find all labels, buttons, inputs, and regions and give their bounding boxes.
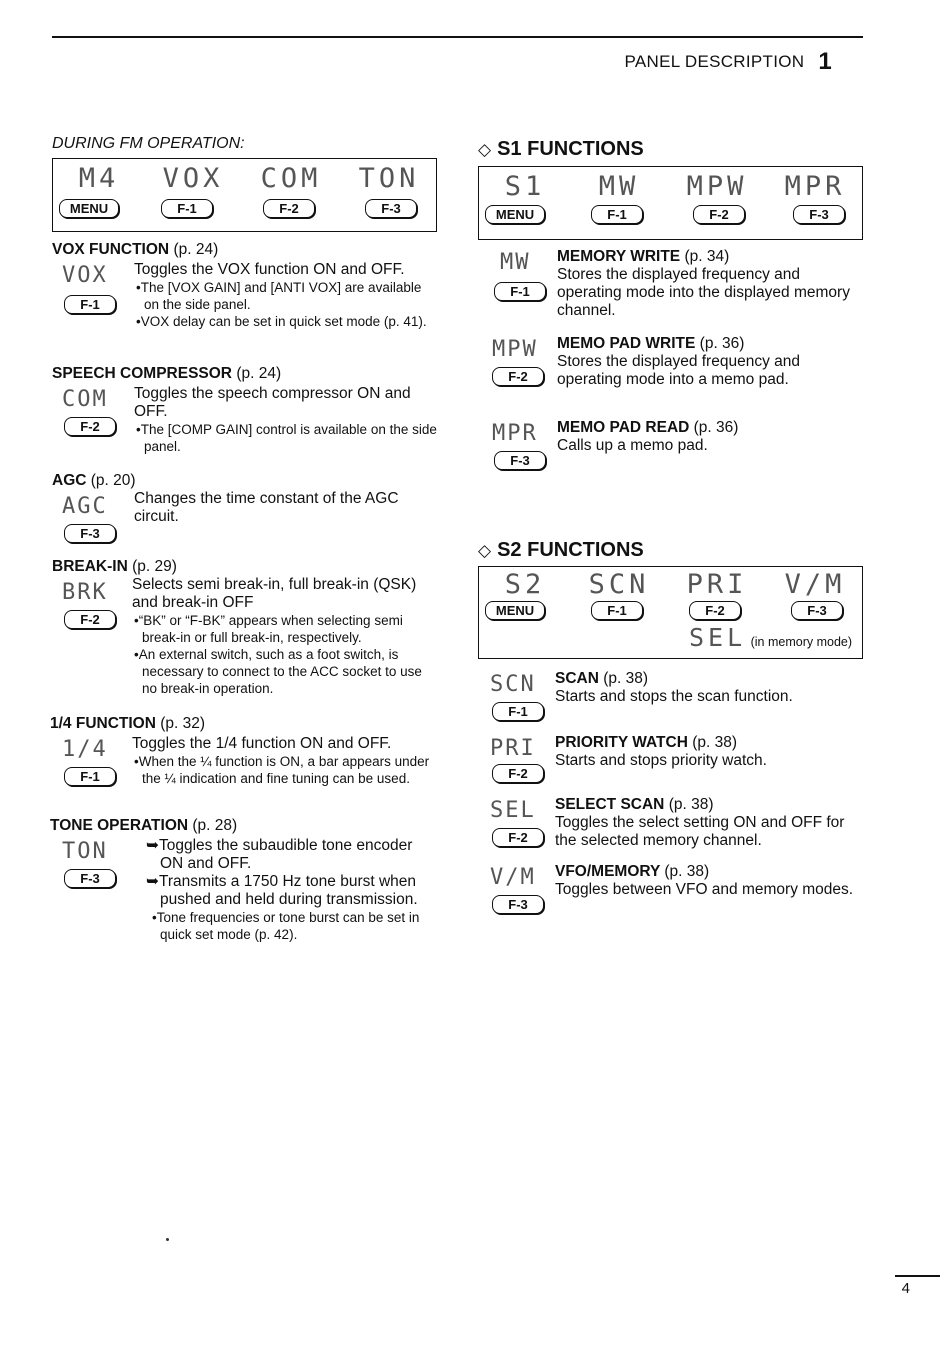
lcd-segment: MPW [686,171,748,202]
entry-description: Toggles the subaudible tone encoder ON and OFF. [159,837,413,872]
entry-description: Toggles the VOX function ON and OFF. [134,261,405,278]
entry-note: •When the ¼ function is ON, a bar appears under the ¼ indication and fine tuning can be used. [134,754,430,786]
lcd-indicator: SCN [490,672,536,697]
entry-heading: MEMORY WRITE (p. 34) [557,248,730,265]
entry-description: Transmits a 1750 Hz tone burst when pushed and held during transmission. [159,873,418,908]
f2-key[interactable]: F-2 [64,417,116,436]
f2-key[interactable]: F-2 [64,610,116,629]
lcd-indicator: MPW [492,337,538,362]
s2-lcd-panel [478,566,863,659]
entry-description: Toggles the speech compressor ON and OFF. [134,385,411,420]
page-number: 4 [901,1280,910,1297]
lcd-indicator: SEL [490,798,536,823]
lcd-segment: M4 [78,163,120,194]
vfo-memory-entry [490,863,865,923]
f1-key[interactable]: F-1 [492,702,544,721]
f2-key[interactable]: F-2 [263,199,315,218]
tone-operation-entry [50,817,438,952]
s1-section-title: ◇ S1 FUNCTIONS [478,138,644,160]
entry-heading: PRIORITY WATCH (p. 38) [555,734,738,751]
entry-heading: VFO/MEMORY (p. 38) [555,863,710,880]
f2-key[interactable]: F-2 [492,828,544,847]
lcd-segment: PRI [686,569,748,600]
memory-mode-note: (in memory mode) [750,635,853,649]
menu-key[interactable]: MENU [485,205,545,224]
entry-description: Stores the displayed frequency and operating mode into a memo pad. [557,353,800,388]
f2-key[interactable]: F-2 [492,764,544,783]
lcd-indicator: AGC [62,494,108,519]
entry-heading: VOX FUNCTION (p. 24) [52,241,219,258]
entry-note: •The [VOX GAIN] and [ANTI VOX] are available on the side panel. [136,280,422,312]
entry-description: Calls up a memo pad. [557,437,708,454]
f2-key[interactable]: F-2 [492,367,544,386]
chapter-number: 1 [818,48,832,75]
entry-heading: 1/4 FUNCTION (p. 32) [50,715,206,732]
f3-key[interactable]: F-3 [492,895,544,914]
f3-key[interactable]: F-3 [365,199,417,218]
f2-key[interactable]: F-2 [689,601,741,620]
lcd-segment: MW [598,171,640,202]
f1-key[interactable]: F-1 [161,199,213,218]
quarter-function-entry [50,715,438,815]
entry-description: Stores the displayed frequency and operating mode into the displayed memory channel. [557,266,850,319]
lcd-indicator: COM [62,387,108,412]
entry-heading: TONE OPERATION (p. 28) [50,817,238,834]
lcd-segment: SCN [588,569,650,600]
entry-heading: SELECT SCAN (p. 38) [555,796,714,813]
lcd-indicator: PRI [490,736,536,761]
f3-key[interactable]: F-3 [791,601,843,620]
s2-section-title: ◇ S2 FUNCTIONS [478,539,644,561]
f3-key[interactable]: F-3 [64,524,116,543]
memo-pad-write-entry [490,335,865,395]
entry-note: •The [COMP GAIN] control is available on the side panel. [136,422,437,454]
entry-note: •Tone frequencies or tone burst can be set in quick set mode (p. 42). [152,910,420,942]
entry-description: Toggles the select setting ON and OFF for the selected memory channel. [555,814,845,849]
select-scan-entry [490,796,865,856]
lcd-segment: SEL [689,623,747,652]
running-header [624,48,832,76]
fm-lcd-panel [52,158,437,232]
entry-note: •VOX delay can be set in quick set mode (p. 41). [136,314,427,329]
vox-function-entry [52,241,438,351]
entry-heading: MEMO PAD WRITE (p. 36) [557,335,745,352]
top-rule [52,36,863,38]
diamond-icon: ◇ [478,541,492,560]
priority-watch-entry [490,734,865,789]
break-in-entry [52,558,438,708]
arrow-icon: ➥ [146,837,159,854]
entry-description: Starts and stops the scan function. [555,688,793,705]
f3-key[interactable]: F-3 [494,451,546,470]
f3-key[interactable]: F-3 [64,869,116,888]
entry-note: •An external switch, such as a foot switch, is necessary to connect to the ACC socket to use no break-in operation. [134,647,422,696]
entry-heading: MEMO PAD READ (p. 36) [557,419,739,436]
agc-entry [52,472,438,547]
lcd-segment: V/M [784,569,846,600]
lcd-indicator: 1/4 [62,737,108,762]
lcd-segment: S2 [504,569,546,600]
entry-description: Selects semi break-in, full break-in (QSK) and break-in OFF [132,576,417,611]
lcd-indicator: VOX [62,263,108,288]
entry-description: Toggles the 1/4 function ON and OFF. [132,735,392,752]
f1-key[interactable]: F-1 [591,601,643,620]
during-fm-label: DURING FM OPERATION: [52,135,245,152]
menu-key[interactable]: MENU [485,601,545,620]
lcd-segment: S1 [504,171,546,202]
speck [166,1238,169,1241]
lcd-indicator: V/M [490,865,536,890]
memo-pad-read-entry [490,419,865,474]
f2-key[interactable]: F-2 [693,205,745,224]
scan-entry [490,670,865,725]
lcd-indicator: MPR [492,421,538,446]
lcd-segment: VOX [162,163,224,194]
entry-description: Starts and stops priority watch. [555,752,767,769]
entry-heading: AGC (p. 20) [52,472,136,489]
f1-key[interactable]: F-1 [494,282,546,301]
section-title: PANEL DESCRIPTION [624,52,805,71]
f1-key[interactable]: F-1 [64,295,116,314]
arrow-icon: ➥ [146,873,159,890]
footer-rule [895,1275,940,1277]
entry-heading: SPEECH COMPRESSOR (p. 24) [52,365,282,382]
lcd-segment: MPR [784,171,846,202]
lcd-segment: TON [358,163,420,194]
speech-compressor-entry [52,365,438,460]
entry-description: Changes the time constant of the AGC circuit. [134,490,399,525]
diamond-icon: ◇ [478,140,492,159]
entry-heading: BREAK-IN (p. 29) [52,558,177,575]
lcd-segment: COM [260,163,322,194]
f1-key[interactable]: F-1 [591,205,643,224]
f1-key[interactable]: F-1 [64,767,116,786]
entry-heading: SCAN (p. 38) [555,670,649,687]
entry-note: •“BK” or “F-BK” appears when selecting semi break-in or full break-in, respectively. [134,613,403,645]
s1-lcd-panel [478,166,863,240]
f3-key[interactable]: F-3 [793,205,845,224]
memory-write-entry [490,248,865,328]
lcd-indicator: MW [500,250,531,275]
menu-key[interactable]: MENU [59,199,119,218]
lcd-indicator: BRK [62,580,108,605]
entry-description: Toggles between VFO and memory modes. [555,881,854,898]
lcd-indicator: TON [62,839,108,864]
